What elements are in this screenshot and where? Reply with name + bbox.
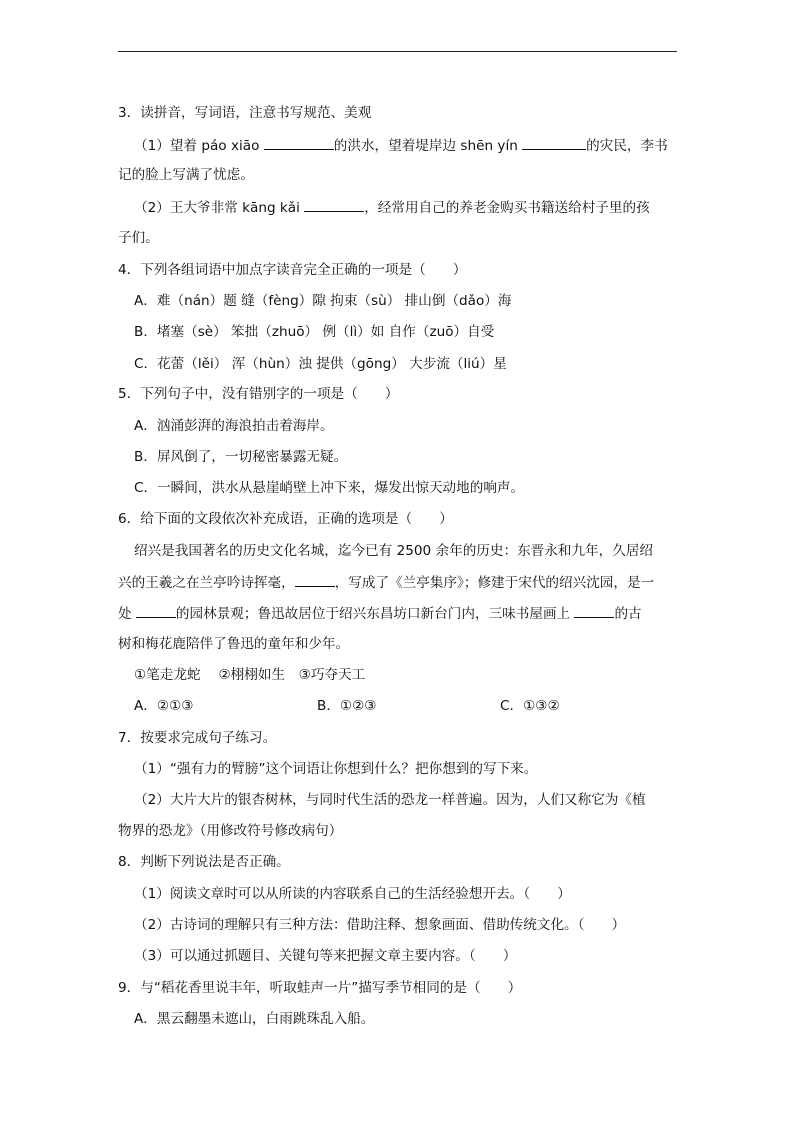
q3-sub2-line2: 子们。 [118,230,159,246]
q6-p3-part-b: 的园林景观；鲁迅故居位于绍兴东昌坊口新台门内，三味书屋画上 [175,606,575,622]
q9-title: 9．与“稻花香里说丰年，听取蛙声一片”描写季节相同的是（ ） [118,980,522,996]
q3-blank-3[interactable] [304,198,364,212]
q3-sub1-line2: 记的脸上写满了忧虑。 [118,167,254,183]
q6-passage-line1: 绍兴是我国著名的历史文化名城，迄今已有 2500 余年的历史：东晋永和九年，久居绍 [134,543,654,559]
q6-blank-1[interactable] [295,573,335,587]
q6-passage-line4: 树和梅花鹿陪伴了鲁迅的童年和少年。 [118,636,350,652]
q6-idiom-choices: ①笔走龙蛇 ②栩栩如生 ③巧夺天工 [134,667,366,683]
q5-title: 5．下列句子中，没有错别字的一项是（ ） [118,386,399,402]
q3-blank-1[interactable] [264,136,334,150]
q3-sub1-part-a: （1）望着 páo xiāo [134,138,264,154]
q8-title: 8．判断下列说法是否正确。 [118,854,290,870]
q8-sub1: （1）阅读文章时可以从所读的内容联系自己的生活经验想开去。（ ） [134,886,571,902]
q6-option-c: C．①③② [500,698,560,714]
q3-sub1-line1 [134,136,668,155]
q3-sub2-part-a: （2）王大爷非常 kāng kǎi [134,200,305,216]
q8-sub2: （2）古诗词的理解只有三种方法：借助注释、想象画面、借助传统文化。（ ） [134,917,626,933]
q5-option-c: C．一瞬间，洪水从悬崖峭壁上冲下来，爆发出惊天动地的响声。 [134,480,525,496]
q7-sub1: （1）“强有力的臂膀”这个词语让你想到什么？把你想到的写下来。 [134,761,538,777]
q6-p2-part-a: 兴的王羲之在兰亭吟诗挥毫， [118,575,295,591]
q3-title: 3．读拼音，写词语，注意书写规范、美观 [118,105,372,121]
q6-option-a: A．②①③ [134,698,194,714]
q4-title: 4．下列各组词语中加点字读音完全正确的一项是（ ） [118,262,467,278]
q3-sub2-part-b: ，经常用自己的养老金购买书籍送给村子里的孩 [364,200,650,216]
q6-blank-3[interactable] [574,604,614,618]
q4-option-c: C．花蕾（lěi） 浑（hùn）浊 提供（gōng） 大步流（liú）星 [134,356,507,372]
q4-option-a: A．难（nán）题 缝（fèng）隙 拘束（sù） 排山倒（dǎo）海 [134,293,512,309]
q3-blank-2[interactable] [522,136,586,150]
q5-option-a: A．汹涌彭湃的海浪拍击着海岸。 [134,418,334,434]
q3-sub1-part-b: 的洪水，望着堤岸边 shēn yín [333,138,523,154]
header-rule [118,51,677,52]
q6-p3-part-c: 的古 [614,606,642,622]
q3-sub2-line1 [134,198,650,217]
q6-option-b: B．①②③ [317,698,377,714]
q7-title: 7．按要求完成句子练习。 [118,730,277,746]
q6-p3-part-a: 处 [118,606,136,622]
q6-passage-line3 [118,604,642,623]
q5-option-b: B．屏风倒了，一切秘密暴露无疑。 [134,449,348,465]
q7-sub2-line1: （2）大片大片的银杏树林，与同时代生活的恐龙一样普遍。因为，人们又称它为《植 [134,792,646,808]
q7-sub2-line2: 物界的恐龙》（用修改符号修改病句） [118,823,343,839]
q6-blank-2[interactable] [136,604,176,618]
q9-option-a: A．黑云翻墨未遮山，白雨跳珠乱入船。 [134,1011,375,1027]
q4-option-b: B．堵塞（sè） 笨拙（zhuō） 例（lì）如 自作（zuō）自受 [134,324,495,340]
q8-sub3: （3）可以通过抓题目、关键句等来把握文章主要内容。（ ） [134,948,517,964]
q6-title: 6．给下面的文段依次补充成语，正确的选项是（ ） [118,511,453,527]
q3-sub1-part-c: 的灾民，李书 [586,138,668,154]
q6-p2-part-b: ，写成了《兰亭集序》；修建于宋代的绍兴沈园，是一 [334,575,655,591]
q6-passage-line2 [118,573,654,592]
